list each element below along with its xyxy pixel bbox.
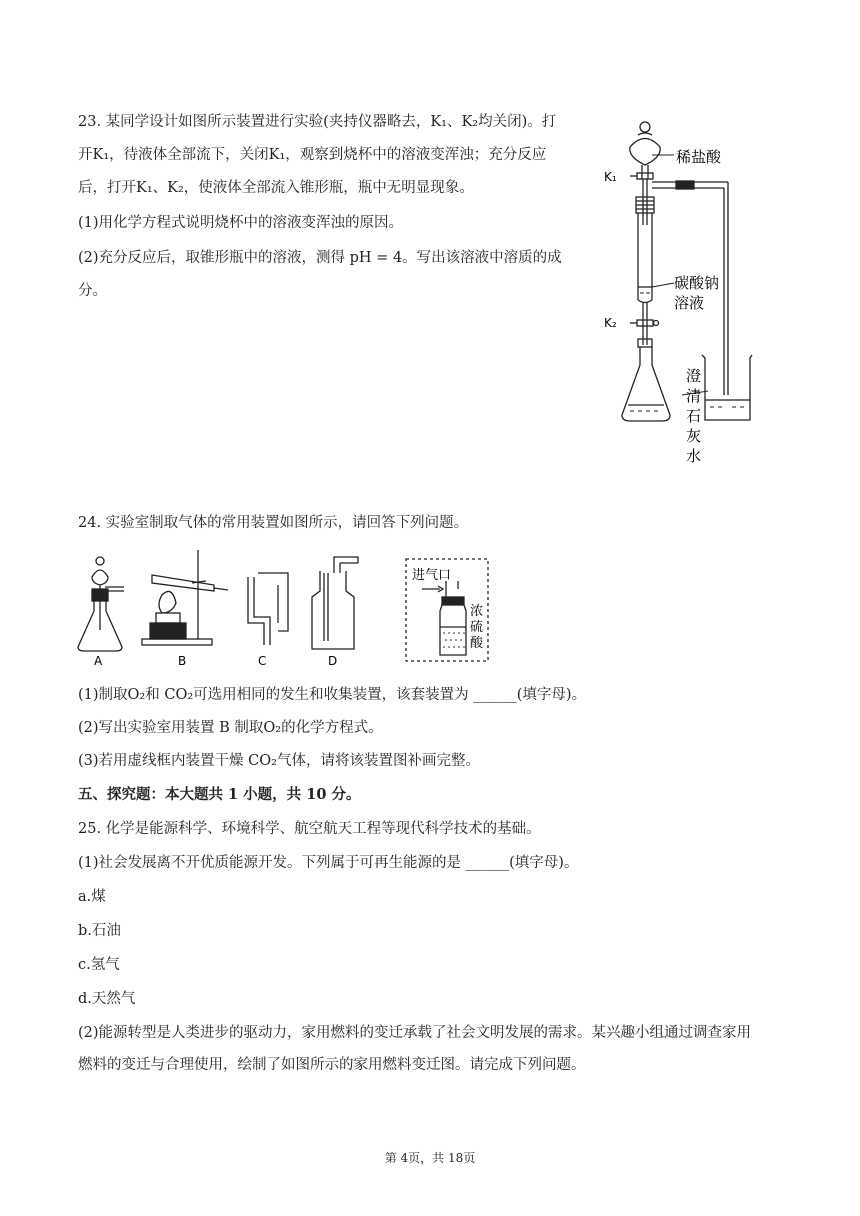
acid-label: 稀盐酸 (676, 148, 722, 166)
q23-line-2: 开K₁，待液体全部流下，关闭K₁，观察到烧杯中的溶液变浑浊；充分反应 (78, 147, 547, 163)
limewater-char-3: 石 (686, 407, 702, 425)
q23-line-3: 后，打开K₁、K₂，使液体全部流入锥形瓶，瓶中无明显现象。 (78, 180, 474, 196)
apparatus-label-d: D (328, 654, 338, 668)
q23-line-1: 23. 某同学设计如图所示装置进行实验(夹持仪器略去，K₁、K₂均关闭)。打 (78, 114, 557, 130)
q25-option-c: c.氢气 (78, 957, 120, 973)
inlet-label: 进气口 (412, 568, 452, 583)
limewater-char-5: 水 (686, 447, 702, 465)
k2-label: K₂ (604, 316, 617, 330)
q25-option-a: a.煤 (78, 889, 106, 905)
q25-option-d: d.天然气 (78, 991, 136, 1007)
apparatus-label-c: C (258, 654, 267, 668)
q24-subq-3: (3)若用虚线框内装置干燥 CO₂气体，请将该装置图补画完整。 (78, 753, 480, 769)
section-5-heading: 五、探究题：本大题共 1 小题，共 10 分。 (78, 786, 361, 803)
q24-apparatus-figure (72, 545, 492, 670)
sulfuric-acid-char-3: 酸 (470, 636, 484, 651)
q24-subq-2: (2)写出实验室用装置 B 制取O₂的化学方程式。 (78, 720, 383, 736)
apparatus-label-a: A (94, 654, 103, 668)
q25-subq-2-line-1: (2)能源转型是人类进步的驱动力，家用燃料的变迁承载了社会文明发展的需求。某兴趣小组通过调查家用 (78, 1025, 752, 1041)
sulfuric-acid-char-2: 硫 (470, 620, 484, 635)
q25-subq-2-line-2: 燃料的变迁与合理使用，绘制了如图所示的家用燃料变迁图。请完成下列问题。 (78, 1057, 586, 1073)
q23-apparatus-figure (600, 115, 760, 465)
q23-subq-1: (1)用化学方程式说明烧杯中的溶液变浑浊的原因。 (78, 215, 404, 231)
q25-option-b: b.石油 (78, 923, 121, 939)
apparatus-label-b: B (178, 654, 187, 668)
q23-subq-2: (2)充分反应后，取锥形瓶中的溶液，测得 pH = 4。写出该溶液中溶质的成 (78, 250, 562, 266)
carbonate-label-2: 溶液 (674, 294, 705, 312)
q25-intro: 25. 化学是能源科学、环境科学、航空航天工程等现代科学技术的基础。 (78, 821, 541, 837)
limewater-char-4: 灰 (686, 427, 702, 445)
q23-subq-2-cont: 分。 (78, 283, 107, 299)
q24-intro: 24. 实验室制取气体的常用装置如图所示，请回答下列问题。 (78, 515, 469, 531)
limewater-char-2: 清 (686, 387, 702, 405)
carbonate-label-1: 碳酸钠 (674, 274, 720, 292)
q24-subq-1: (1)制取O₂和 CO₂可选用相同的发生和收集装置，该套装置为 ______(填字母)。 (78, 687, 587, 703)
page-footer: 第 4页，共 18页 (384, 1151, 476, 1165)
k1-label: K₁ (604, 170, 617, 184)
limewater-char-1: 澄 (686, 367, 702, 385)
q25-subq-1: (1)社会发展离不开优质能源开发。下列属于可再生能源的是 ______(填字母)。 (78, 855, 579, 871)
sulfuric-acid-char-1: 浓 (470, 604, 484, 619)
